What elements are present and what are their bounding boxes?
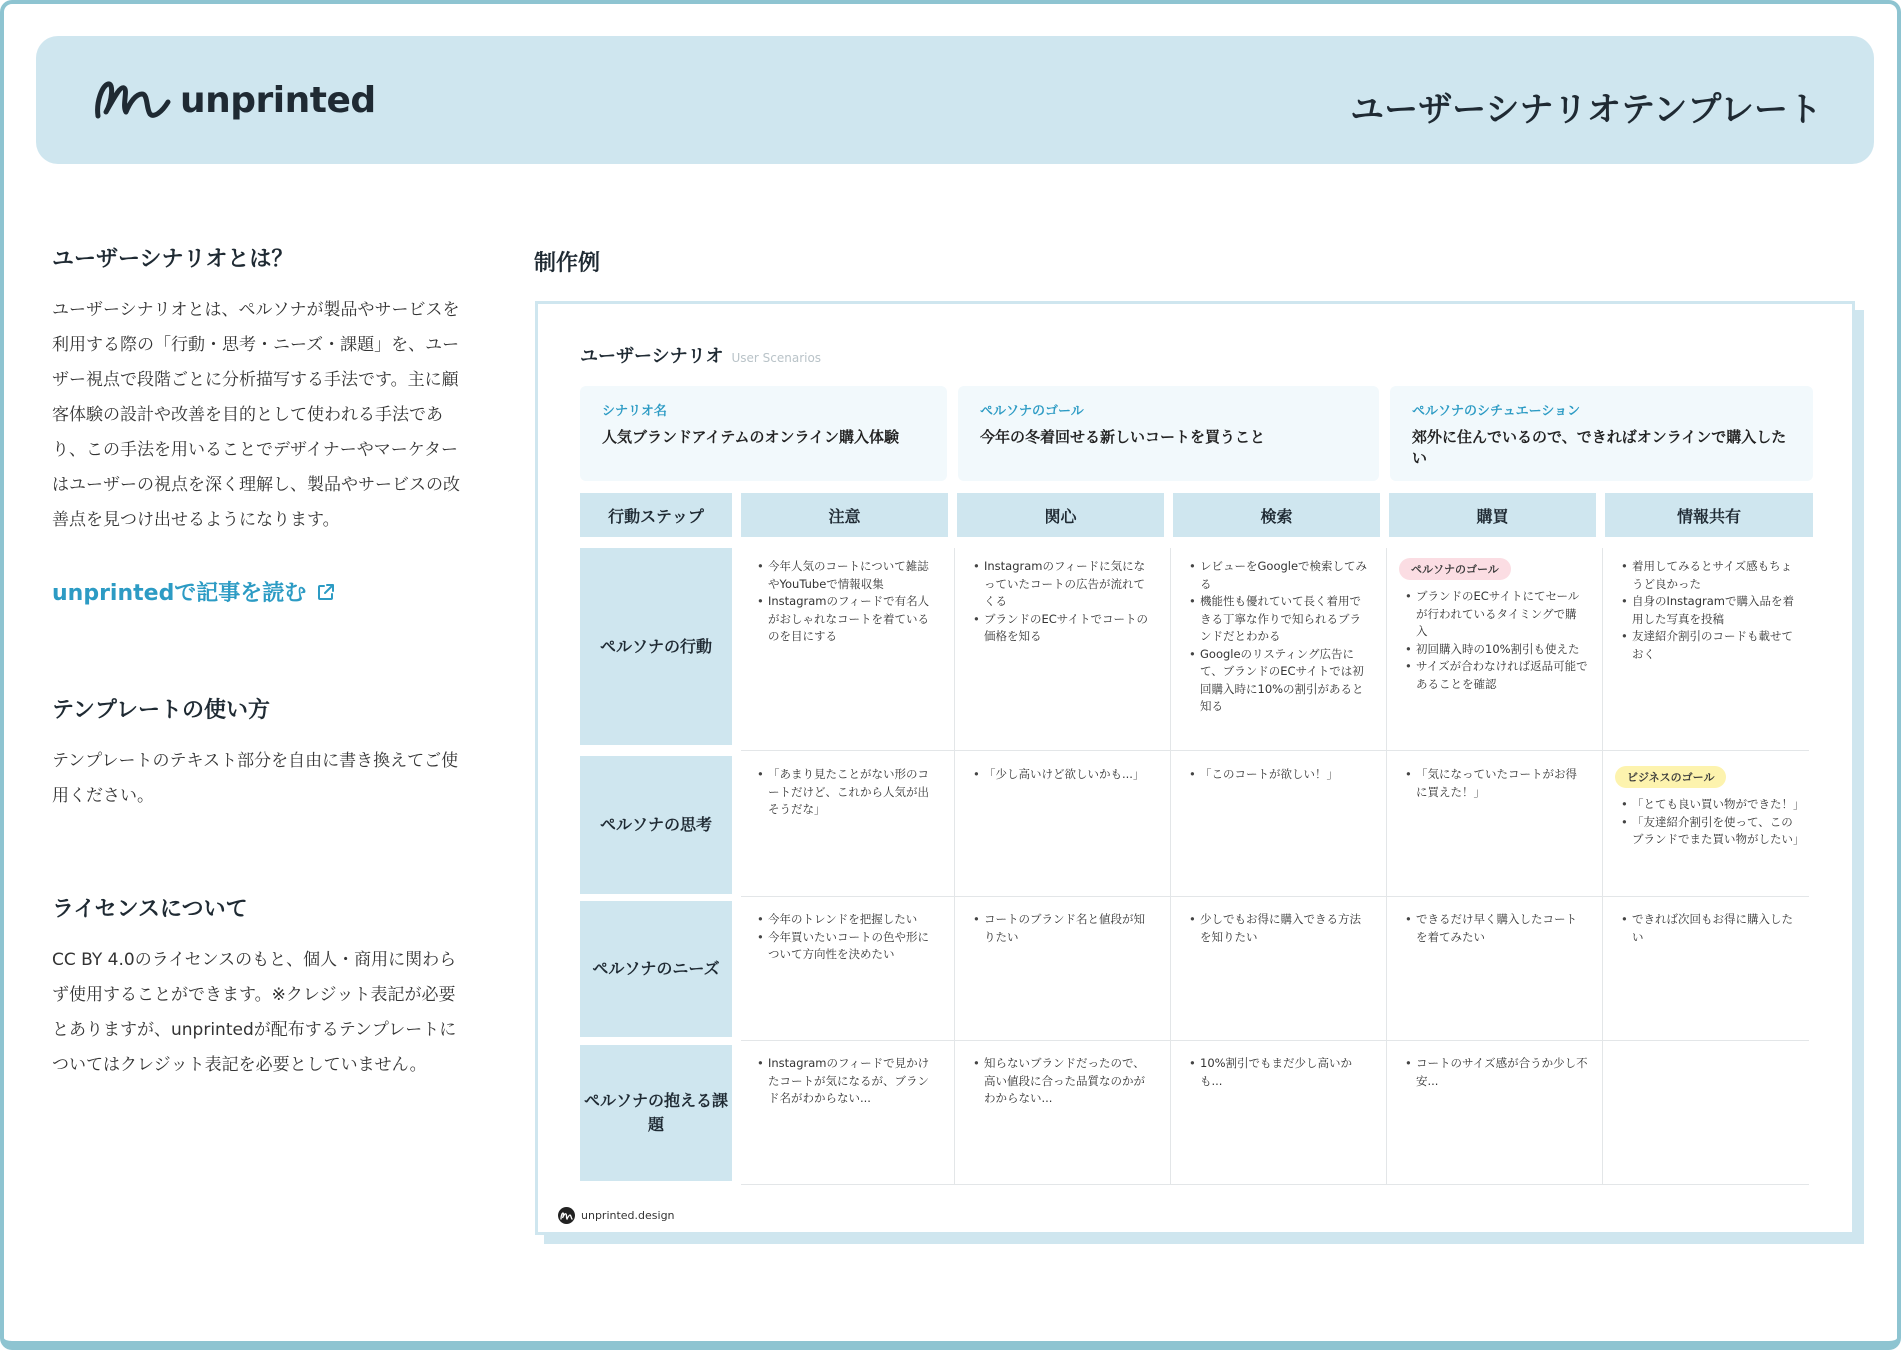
list-item: • 初回購入時の10%割引も使えた	[1405, 641, 1588, 659]
list-item: • 「このコートが欲しい！」	[1189, 766, 1372, 784]
list-item: • Instagramのフィードで有名人がおしゃれなコートを着ているのを目にする	[757, 593, 940, 646]
cell-list	[1405, 766, 1588, 801]
howto-line: テンプレートのテキスト部分を自由に書き換えてご使	[52, 751, 459, 771]
grid-divider	[741, 1184, 1809, 1185]
row-header: ペルソナのニーズ	[580, 901, 732, 1037]
cell-list	[757, 766, 940, 819]
table-cell	[957, 901, 1170, 946]
list-item: • Instagramのフィードに気になっていたコートの広告が流れてくる	[973, 558, 1156, 611]
table-cell	[1389, 548, 1602, 693]
scenario-name-box	[580, 386, 947, 481]
scenario-name-value: 人気ブランドアイテムのオンライン購入体験	[602, 428, 900, 446]
table-cell	[1605, 756, 1815, 849]
what-is-title: ユーザーシナリオとは？	[52, 247, 294, 272]
list-item: • 「友達紹介割引を使って、このブランドでまた買い物がしたい」	[1621, 814, 1801, 849]
step-header: 検索	[1173, 493, 1380, 537]
table-cell	[1605, 901, 1815, 946]
table-cell	[957, 548, 1170, 646]
left-column	[52, 242, 482, 1083]
list-item: • 友達紹介割引のコードも載せておく	[1621, 628, 1801, 663]
description-line: ザー視点で段階ごとに分析描写する手法です。主に顧	[52, 370, 459, 390]
description-line: 善点を見つけ出せるようになります。	[52, 510, 340, 530]
howto-description	[52, 744, 482, 814]
table-cell	[1389, 756, 1602, 801]
list-item: • ブランドのECサイトでコートの価格を知る	[973, 611, 1156, 646]
cell-list	[757, 558, 940, 646]
howto-line: 用ください。	[52, 786, 154, 806]
cell-list	[973, 766, 1156, 784]
list-item: • 今年買いたいコートの色や形について方向性を決めたい	[757, 929, 940, 964]
table-cell	[1173, 756, 1386, 784]
list-item: • 「とても良い買い物ができた！」	[1621, 796, 1801, 814]
description-line: 利用する際の「行動・思考・ニーズ・課題」を、ユー	[52, 335, 460, 355]
license-line: ず使用することができます。※クレジット表記が必要	[52, 985, 456, 1005]
list-item: • 少しでもお得に購入できる方法を知りたい	[1189, 911, 1372, 946]
card-title-text: ユーザーシナリオ	[580, 346, 724, 367]
cell-list	[1621, 911, 1801, 946]
list-item: • できれば次回もお得に購入したい	[1621, 911, 1801, 946]
list-item: • 知らないブランドだったので、高い値段に合った品質なのかがわからない...	[973, 1055, 1156, 1108]
cell-list	[973, 1055, 1156, 1108]
table-cell	[1173, 548, 1386, 716]
cell-list	[757, 1055, 940, 1108]
read-article-link[interactable]	[52, 576, 336, 607]
table-cell	[1389, 901, 1602, 946]
persona-situation-value: 郊外に住んでいるので、できればオンラインで購入したい	[1412, 428, 1787, 467]
list-item: • 今年人気のコートについて雑誌やYouTubeで情報収集	[757, 558, 940, 593]
page-title: ユーザーシナリオテンプレート	[1350, 90, 1822, 130]
list-item: • 着用してみるとサイズ感もちょうど良かった	[1621, 558, 1801, 593]
list-item: • Googleのリスティング広告にて、ブランドのECサイトでは初回購入時に10%の割引があると知る	[1189, 646, 1372, 716]
step-header: 注意	[741, 493, 948, 537]
row-header: ペルソナの抱える課題	[580, 1045, 732, 1181]
list-item: • 「少し高いけど欲しいかも...」	[973, 766, 1156, 784]
list-item: • コートのブランド名と値段が知りたい	[973, 911, 1156, 946]
list-item: • 10%割引でもまだ少し高いかも...	[1189, 1055, 1372, 1090]
license-description	[52, 943, 482, 1083]
persona-goal-box	[958, 386, 1379, 481]
persona-goal-label: ペルソナのゴール	[980, 404, 1084, 419]
external-link-icon	[316, 582, 336, 602]
list-item: • できるだけ早く購入したコートを着てみたい	[1405, 911, 1588, 946]
example-label: 制作例	[534, 251, 601, 276]
list-item: • レビューをGoogleで検索してみる	[1189, 558, 1372, 593]
persona-situation-box	[1390, 386, 1813, 481]
cell-list	[1621, 796, 1805, 849]
cell-list	[1405, 911, 1588, 946]
cell-list	[1405, 1055, 1588, 1090]
table-cell	[957, 1045, 1170, 1108]
description-line: 客体験の設計や改善を目的として使われる手法であ	[52, 405, 443, 425]
persona-goal-value: 今年の冬着回せる新しいコートを買うこと	[980, 428, 1266, 446]
grid-divider	[954, 548, 955, 1185]
table-cell	[1605, 548, 1815, 663]
cell-list	[1621, 558, 1801, 663]
list-item: • 機能性も優れていて長く着用できる丁寧な作りで知られるブランドだとわかる	[1189, 593, 1372, 646]
howto-title: テンプレートの使い方	[52, 698, 271, 723]
step-header: 情報共有	[1605, 493, 1813, 537]
list-item: • 今年のトレンドを把握したい	[757, 911, 940, 929]
cell-list	[1189, 911, 1372, 946]
business-goal-badge: ビジネスのゴール	[1615, 766, 1726, 788]
grid-divider	[741, 1040, 1809, 1041]
license-line: CC BY 4.0のライセンスのもと、個人・商用に関わら	[52, 950, 457, 970]
table-cell	[1173, 1045, 1386, 1090]
cell-list	[1189, 766, 1372, 784]
table-cell	[741, 756, 954, 819]
card-title	[580, 342, 821, 368]
grid-divider	[741, 896, 1809, 897]
cell-list	[1189, 1055, 1372, 1090]
license-line: ついてはクレジット表記を必要としていません。	[52, 1055, 427, 1075]
row-header: ペルソナの思考	[580, 756, 732, 894]
list-item: • 自身のInstagramで購入品を着用した写真を投稿	[1621, 593, 1801, 628]
header-bar	[36, 36, 1874, 164]
logo-text: unprinted	[180, 79, 376, 121]
card-subtitle: User Scenarios	[731, 351, 822, 365]
footer-logo	[558, 1207, 675, 1224]
step-header: 関心	[957, 493, 1164, 537]
table-cell	[741, 901, 954, 964]
row-header: ペルソナの行動	[580, 548, 732, 745]
step-header-label: 行動ステップ	[580, 493, 732, 537]
cell-list	[1189, 558, 1372, 716]
cell-list	[1405, 588, 1588, 693]
list-item: • 「気になっていたコートがお得に買えた！」	[1405, 766, 1588, 801]
list-item: • 「あまり見たことがない形のコートだけど、これから人気が出そうだな」	[757, 766, 940, 819]
description-line: り、この手法を用いることでデザイナーやマーケター	[52, 440, 458, 460]
grid-divider	[1170, 548, 1171, 1185]
list-item: • コートのサイズ感が合うか少し不安...	[1405, 1055, 1588, 1090]
footer-text: unprinted.design	[581, 1209, 675, 1222]
list-item: • Instagramのフィードで見かけたコートが気になるが、ブランド名がわからない...	[757, 1055, 940, 1108]
persona-situation-label: ペルソナのシチュエーション	[1412, 404, 1581, 419]
grid-divider	[741, 750, 1809, 751]
unprinted-logo-icon	[92, 72, 174, 128]
logo[interactable]	[92, 72, 376, 128]
cell-list	[757, 911, 940, 964]
what-is-description	[52, 293, 482, 538]
cell-list	[973, 558, 1156, 646]
table-cell	[741, 548, 954, 646]
unprinted-mark-icon	[558, 1207, 575, 1224]
grid-divider	[1602, 548, 1603, 1185]
description-line: はユーザーの視点を深く理解し、製品やサービスの改	[52, 475, 460, 495]
persona-goal-badge: ペルソナのゴール	[1399, 558, 1511, 580]
table-cell	[741, 1045, 954, 1108]
table-cell	[1173, 901, 1386, 946]
table-cell	[957, 756, 1170, 784]
list-item: • ブランドのECサイトにてセールが行われているタイミングで購入	[1405, 588, 1588, 641]
license-title: ライセンスについて	[52, 897, 248, 922]
table-cell	[1389, 1045, 1602, 1090]
license-line: とありますが、unprintedが配布するテンプレートに	[52, 1020, 457, 1040]
cell-list	[973, 911, 1156, 946]
read-article-label: unprintedで記事を読む	[52, 581, 307, 606]
scenario-name-label: シナリオ名	[602, 404, 667, 419]
description-line: ユーザーシナリオとは、ペルソナが製品やサービスを	[52, 300, 460, 320]
list-item: • サイズが合わなければ返品可能であることを確認	[1405, 658, 1588, 693]
step-header: 購買	[1389, 493, 1596, 537]
scenario-card	[535, 301, 1855, 1235]
grid-divider	[1386, 548, 1387, 1185]
